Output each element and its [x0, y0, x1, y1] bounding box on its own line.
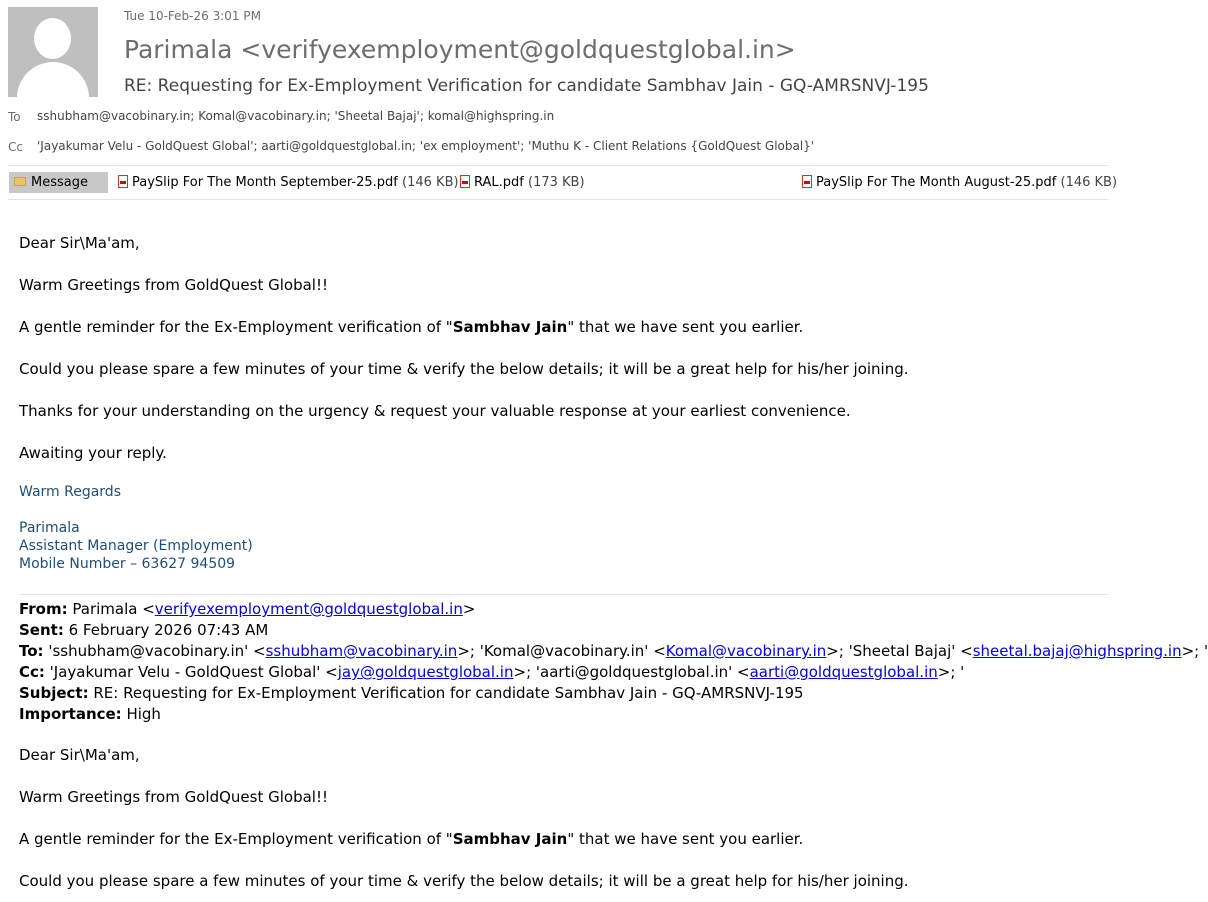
quoted-sent: Sent: 6 February 2026 07:43 AM — [19, 621, 269, 639]
body-awaiting: Awaiting your reply. — [19, 444, 167, 462]
attachment-size: (146 KB) — [402, 175, 459, 190]
email-subject: RE: Requesting for Ex-Employment Verification for candidate Sambhav Jain - GQ-AMRSNVJ-195 — [124, 76, 929, 96]
message-tab-label: Message — [31, 175, 88, 190]
sender-email[interactable]: verifyexemployment@goldquestglobal.in — [261, 35, 775, 64]
sender-avatar[interactable] — [8, 7, 98, 97]
reminder-pre: A gentle reminder for the Ex-Employment verification of " — [19, 318, 453, 336]
sender-line[interactable]: Parimala <verifyexemployment@goldquestglobal.in> — [124, 35, 796, 64]
quoted-from: From: Parimala <verifyexemployment@goldquestglobal.in> — [19, 600, 476, 618]
attachment-payslip-september[interactable] — [118, 175, 459, 190]
quoted-to-link-1[interactable]: sshubham@vacobinary.in — [265, 642, 458, 660]
quoted-to: To: 'sshubham@vacobinary.in' <sshubham@vacobinary.in>; 'Komal@vacobinary.in' <Komal@vacobinary.in>; 'Sheetal Bajaj' <sheetal.bajaj@highspring.in>; ' — [19, 642, 1208, 660]
attachment-ral[interactable] — [460, 175, 585, 190]
avatar-head — [34, 18, 71, 59]
signature-name: Parimala — [19, 520, 80, 536]
signature-title: Assistant Manager (Employment) — [19, 538, 253, 554]
quoted-cc-link-1[interactable]: jay@goldquestglobal.in — [337, 663, 514, 681]
cc-recipients[interactable]: 'Jayakumar Velu - GoldQuest Global'; aarti@goldquestglobal.in; 'ex employment'; 'Muthu K - Client Relations {GoldQuest Global}' — [37, 139, 815, 153]
attachment-name: PaySlip For The Month August-25.pdf — [816, 175, 1057, 190]
pdf-icon — [802, 175, 812, 188]
attachment-size: (173 KB) — [528, 175, 585, 190]
header-divider — [8, 165, 1108, 166]
quoted-importance: Importance: High — [19, 705, 161, 723]
quoted-greeting: Dear Sir\Ma'am, — [19, 746, 140, 764]
quoted-cc-link-2[interactable]: aarti@goldquestglobal.in — [749, 663, 938, 681]
body-warm-greeting: Warm Greetings from GoldQuest Global!! — [19, 276, 328, 294]
attachment-name: RAL.pdf — [474, 175, 524, 190]
quoted-divider — [19, 594, 1108, 595]
quoted-candidate-name: Sambhav Jain — [452, 830, 568, 848]
attachment-size: (146 KB) — [1060, 175, 1118, 190]
attachment-name: PaySlip For The Month September-25.pdf — [132, 175, 398, 190]
body-greeting: Dear Sir\Ma'am, — [19, 234, 140, 252]
envelope-icon — [14, 177, 26, 186]
quoted-request: Could you please spare a few minutes of your time & verify the below details; it will be a great help for his/her joining. — [19, 872, 909, 890]
body-reminder — [19, 318, 803, 336]
body-thanks: Thanks for your understanding on the urgency & request your valuable response at your earliest convenience. — [19, 402, 851, 420]
attachments-divider — [8, 199, 1108, 200]
quoted-cc: Cc: 'Jayakumar Velu - GoldQuest Global' <jay@goldquestglobal.in>; 'aarti@goldquestglobal.in' <aarti@goldquestglobal.in>; ' — [19, 663, 965, 681]
to-label: To — [8, 110, 21, 124]
attachment-payslip-august[interactable] — [802, 175, 1117, 190]
quoted-warm-greeting: Warm Greetings from GoldQuest Global!! — [19, 788, 328, 806]
quoted-reminder: A gentle reminder for the Ex-Employment verification of "Sambhav Jain" that we have sent you earlier. — [19, 830, 804, 848]
reminder-post: " that we have sent you earlier. — [567, 318, 804, 336]
signature-regards: Warm Regards — [19, 484, 121, 500]
quoted-from-email-link[interactable]: verifyexemployment@goldquestglobal.in — [154, 600, 463, 618]
email-date: Tue 10-Feb-26 3:01 PM — [124, 9, 261, 23]
sender-name[interactable]: Parimala — [124, 35, 233, 64]
quoted-header — [19, 599, 1208, 725]
signature-mobile: Mobile Number – 63627 94509 — [19, 556, 236, 572]
to-recipients[interactable]: sshubham@vacobinary.in; Komal@vacobinary.in; 'Sheetal Bajaj'; komal@highspring.in — [37, 109, 555, 123]
quoted-to-link-2[interactable]: Komal@vacobinary.in — [665, 642, 827, 660]
pdf-icon — [460, 175, 470, 188]
body-request: Could you please spare a few minutes of your time & verify the below details; it will be a great help for his/her joining. — [19, 360, 909, 378]
candidate-name: Sambhav Jain — [452, 318, 568, 336]
quoted-subject: Subject: RE: Requesting for Ex-Employment Verification for candidate Sambhav Jain - GQ-AMRSNVJ-195 — [19, 684, 804, 702]
cc-label: Cc — [8, 140, 23, 154]
message-tab[interactable] — [9, 172, 108, 193]
quoted-to-link-3[interactable]: sheetal.bajaj@highspring.in — [972, 642, 1182, 660]
pdf-icon — [118, 175, 128, 188]
